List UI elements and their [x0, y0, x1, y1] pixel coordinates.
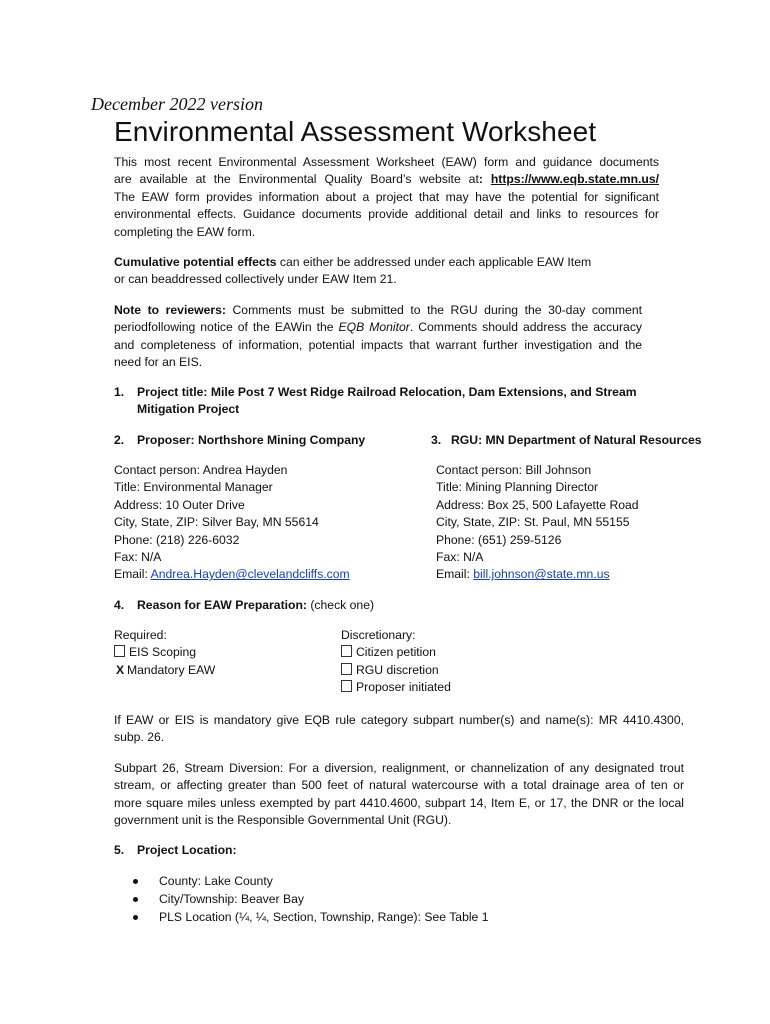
reviewers-text: need for an EIS.	[114, 355, 203, 370]
item-4-heading-line	[137, 597, 374, 614]
cumulative-paragraph	[114, 254, 614, 289]
intro-line	[114, 171, 659, 188]
mandatory-category-paragraph	[114, 712, 684, 747]
bullet-icon	[133, 897, 138, 902]
citizen-petition-label: Citizen petition	[356, 645, 436, 660]
eis-scoping-label: EIS Scoping	[129, 645, 197, 660]
list-item	[133, 908, 489, 926]
proposer-initiated-option[interactable]	[341, 679, 451, 696]
cumulative-text: can either be addressed under each applicable EAW Item	[276, 255, 592, 269]
reviewers-text: and completeness of information, potential impacts that warrant further investigation and the	[114, 337, 642, 352]
bullet-icon	[133, 915, 138, 920]
item-1-project-title	[137, 384, 637, 419]
cumulative-text: or can beaddressed collectively under EAW Item 21.	[114, 272, 397, 287]
item-5-heading: Project Location:	[137, 843, 237, 857]
item-4-note: (check one)	[306, 598, 375, 612]
intro-line: The EAW form provides information about a project that may have the potential for significant	[114, 189, 659, 204]
reviewers-text: . Comments should address the accuracy	[409, 320, 643, 335]
rgu-city: City, State, ZIP: St. Paul, MN 55155	[436, 515, 630, 530]
intro-text: are available at the Environmental Quality Board’s website at	[114, 172, 479, 187]
rgu-phone: Phone: (651) 259-5126	[436, 532, 562, 547]
intro-line: completing the EAW form.	[114, 224, 256, 239]
citizen-petition-option[interactable]	[341, 644, 451, 661]
rgu-email-label: Email:	[436, 567, 474, 582]
reviewers-text: Comments must be submitted to the RGU during the 30-day comment	[225, 303, 642, 317]
rgu-fax: Fax: N/A	[436, 550, 484, 565]
item-2-number: 2.	[114, 433, 125, 447]
required-group	[114, 627, 215, 679]
subpart-text: Subpart 26, Stream Diversion: For a diversion, realignment, or channelization of any designated trout	[114, 761, 684, 775]
discretionary-label: Discretionary:	[341, 628, 416, 642]
rgu-contact-block	[436, 462, 639, 584]
county-text: County: Lake County	[159, 874, 273, 888]
mandatory-category-text: subp. 26.	[114, 730, 165, 745]
mandatory-eaw-check-mark[interactable]: X	[116, 662, 125, 677]
mandatory-eaw-label: Mandatory EAW	[127, 662, 216, 677]
eis-scoping-option[interactable]	[114, 644, 215, 661]
item-4-heading: Reason for EAW Preparation:	[137, 598, 307, 612]
proposer-fax: Fax: N/A	[114, 550, 162, 565]
discretionary-group	[341, 627, 451, 697]
list-item	[133, 890, 489, 908]
rgu-email-link[interactable]: bill.johnson@state.mn.us	[473, 567, 610, 582]
intro-paragraph	[114, 154, 659, 241]
intro-colon: :	[478, 172, 483, 187]
eis-scoping-checkbox[interactable]	[114, 645, 125, 657]
proposer-phone: Phone: (218) 226-6032	[114, 532, 240, 547]
required-label: Required:	[114, 628, 167, 642]
rgu-contact: Contact person: Bill Johnson	[436, 463, 592, 477]
intro-line: This most recent Environmental Assessment Worksheet (EAW) form and guidance documents	[114, 155, 659, 169]
mandatory-category-text: If EAW or EIS is mandatory give EQB rule category subpart number(s) and name(s): MR 4410.4300,	[114, 713, 684, 727]
rgu-discretion-checkbox[interactable]	[341, 663, 352, 675]
proposer-initiated-checkbox[interactable]	[341, 680, 352, 692]
item-4-number: 4.	[114, 598, 125, 612]
location-list	[133, 872, 489, 926]
eqb-website-link[interactable]: https://www.eqb.state.mn.us/	[490, 172, 660, 187]
page-title: Environmental Assessment Worksheet	[114, 116, 597, 147]
proposer-title: Title: Environmental Manager	[114, 480, 273, 495]
mandatory-eaw-option[interactable]	[114, 662, 215, 679]
reviewers-heading: Note to reviewers:	[114, 303, 226, 317]
proposer-address: Address: 10 Outer Drive	[114, 497, 245, 512]
reviewers-text: periodfollowing notice of the EAWin the	[114, 320, 339, 335]
proposer-initiated-label: Proposer initiated	[356, 680, 451, 695]
proposer-email-link[interactable]: Andrea.Hayden@clevelandcliffs.com	[150, 567, 350, 582]
pls-location-text: PLS Location (¼, ¼, Section, Township, Range): See Table 1	[159, 910, 489, 924]
bullet-icon	[133, 879, 138, 884]
rgu-discretion-option[interactable]	[341, 662, 451, 679]
rgu-title: Title: Mining Planning Director	[436, 480, 599, 495]
list-item	[133, 872, 489, 890]
subpart-text: stream, or affecting greater than 500 feet of natural watercourse with a total drainage area of ten or	[114, 778, 684, 793]
proposer-contact: Contact person: Andrea Hayden	[114, 463, 288, 477]
project-title-line: Mitigation Project	[137, 402, 240, 417]
version-label: December 2022 version	[91, 94, 263, 114]
item-3-heading: RGU: MN Department of Natural Resources	[451, 433, 702, 447]
rgu-address: Address: Box 25, 500 Lafayette Road	[436, 497, 639, 512]
proposer-contact-block	[114, 462, 350, 584]
proposer-email-label: Email:	[114, 567, 151, 582]
item-3-number: 3.	[431, 433, 442, 447]
item-2-heading: Proposer: Northshore Mining Company	[137, 433, 366, 447]
item-1-number: 1.	[114, 385, 125, 399]
subpart-text: government unit is the Responsible Governmental Unit (RGU).	[114, 813, 452, 828]
subpart-paragraph	[114, 760, 684, 830]
citizen-petition-checkbox[interactable]	[341, 645, 352, 657]
reviewers-paragraph	[114, 302, 642, 372]
eqb-monitor-title: EQB Monitor	[338, 320, 410, 335]
subpart-text: more square miles unless exempted by part 4410.4600, subpart 14, Item E, or 17, the DNR or the local	[114, 795, 684, 810]
city-township-text: City/Township: Beaver Bay	[159, 892, 304, 906]
cumulative-heading: Cumulative potential effects	[114, 255, 277, 269]
item-5-number: 5.	[114, 843, 125, 857]
intro-line: environmental effects. Guidance documents provide additional detail and links to resources for	[114, 207, 659, 222]
rgu-discretion-label: RGU discretion	[356, 662, 439, 677]
proposer-city: City, State, ZIP: Silver Bay, MN 55614	[114, 515, 319, 530]
project-title-line: Project title: Mile Post 7 West Ridge Railroad Relocation, Dam Extensions, and Stream	[137, 385, 637, 399]
